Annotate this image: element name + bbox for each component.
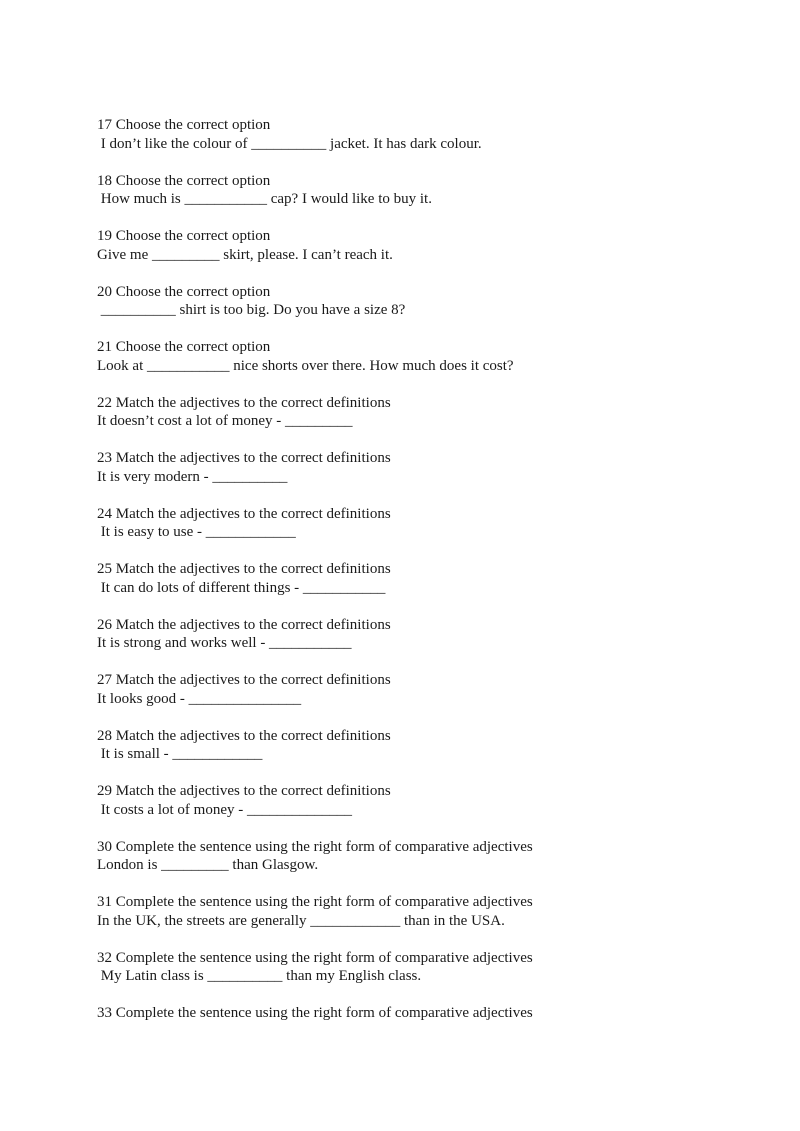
question-text: In the UK, the streets are generally ____________ than in the USA. [97,912,505,929]
question-title: 26 Match the adjectives to the correct definitions [97,616,391,633]
question-title: 24 Match the adjectives to the correct definitions [97,505,391,522]
question-23 [97,449,737,486]
question-text: It looks good - _______________ [97,690,302,707]
question-title: 19 Choose the correct option [97,228,271,244]
question-text: __________ shirt is too big. Do you have a size 8? [97,302,406,318]
question-26 [97,616,737,653]
question-21 [97,338,737,375]
question-18 [97,172,737,209]
question-32 [97,949,737,986]
question-text: It costs a lot of money - ______________ [97,801,352,818]
question-list [97,116,737,1041]
question-title: 33 Complete the sentence using the right form of comparative adjectives [97,1005,533,1021]
question-28 [97,727,737,764]
question-text: I don’t like the colour of __________ jacket. It has dark colour. [97,135,482,152]
question-text: It is very modern - __________ [97,468,288,485]
question-text: London is _________ than Glasgow. [97,857,319,873]
question-text: It can do lots of different things - ___________ [97,579,386,596]
question-30 [97,838,737,875]
question-text: It is small - ____________ [97,746,263,762]
question-29 [97,782,737,819]
question-24 [97,505,737,542]
question-31 [97,893,737,930]
question-text: How much is ___________ cap? I would like to buy it. [97,191,432,207]
question-title: 28 Match the adjectives to the correct definitions [97,727,391,744]
question-title: 30 Complete the sentence using the right form of comparative adjectives [97,838,533,855]
question-title: 17 Choose the correct option [97,117,271,133]
question-title: 23 Match the adjectives to the correct definitions [97,450,391,466]
question-22 [97,394,737,431]
question-text: It is easy to use - ____________ [97,524,296,540]
question-20 [97,283,737,320]
question-33 [97,1004,737,1023]
question-title: 18 Choose the correct option [97,172,271,189]
question-19 [97,227,737,264]
question-25 [97,560,737,597]
question-title: 21 Choose the correct option [97,339,271,355]
question-text: It doesn’t cost a lot of money - _________ [97,413,353,429]
question-title: 31 Complete the sentence using the right form of comparative adjectives [97,894,533,910]
question-27 [97,671,737,708]
question-title: 20 Choose the correct option [97,283,271,300]
question-text: It is strong and works well - ___________ [97,635,352,651]
question-text: My Latin class is __________ than my English class. [97,968,422,984]
question-title: 27 Match the adjectives to the correct definitions [97,672,391,688]
question-text: Look at ___________ nice shorts over there. How much does it cost? [97,357,514,374]
question-text: Give me _________ skirt, please. I can’t reach it. [97,246,393,263]
question-title: 22 Match the adjectives to the correct definitions [97,394,391,411]
question-17 [97,116,737,153]
question-title: 29 Match the adjectives to the correct definitions [97,783,391,799]
question-title: 32 Complete the sentence using the right form of comparative adjectives [97,949,533,966]
question-title: 25 Match the adjectives to the correct definitions [97,561,391,577]
